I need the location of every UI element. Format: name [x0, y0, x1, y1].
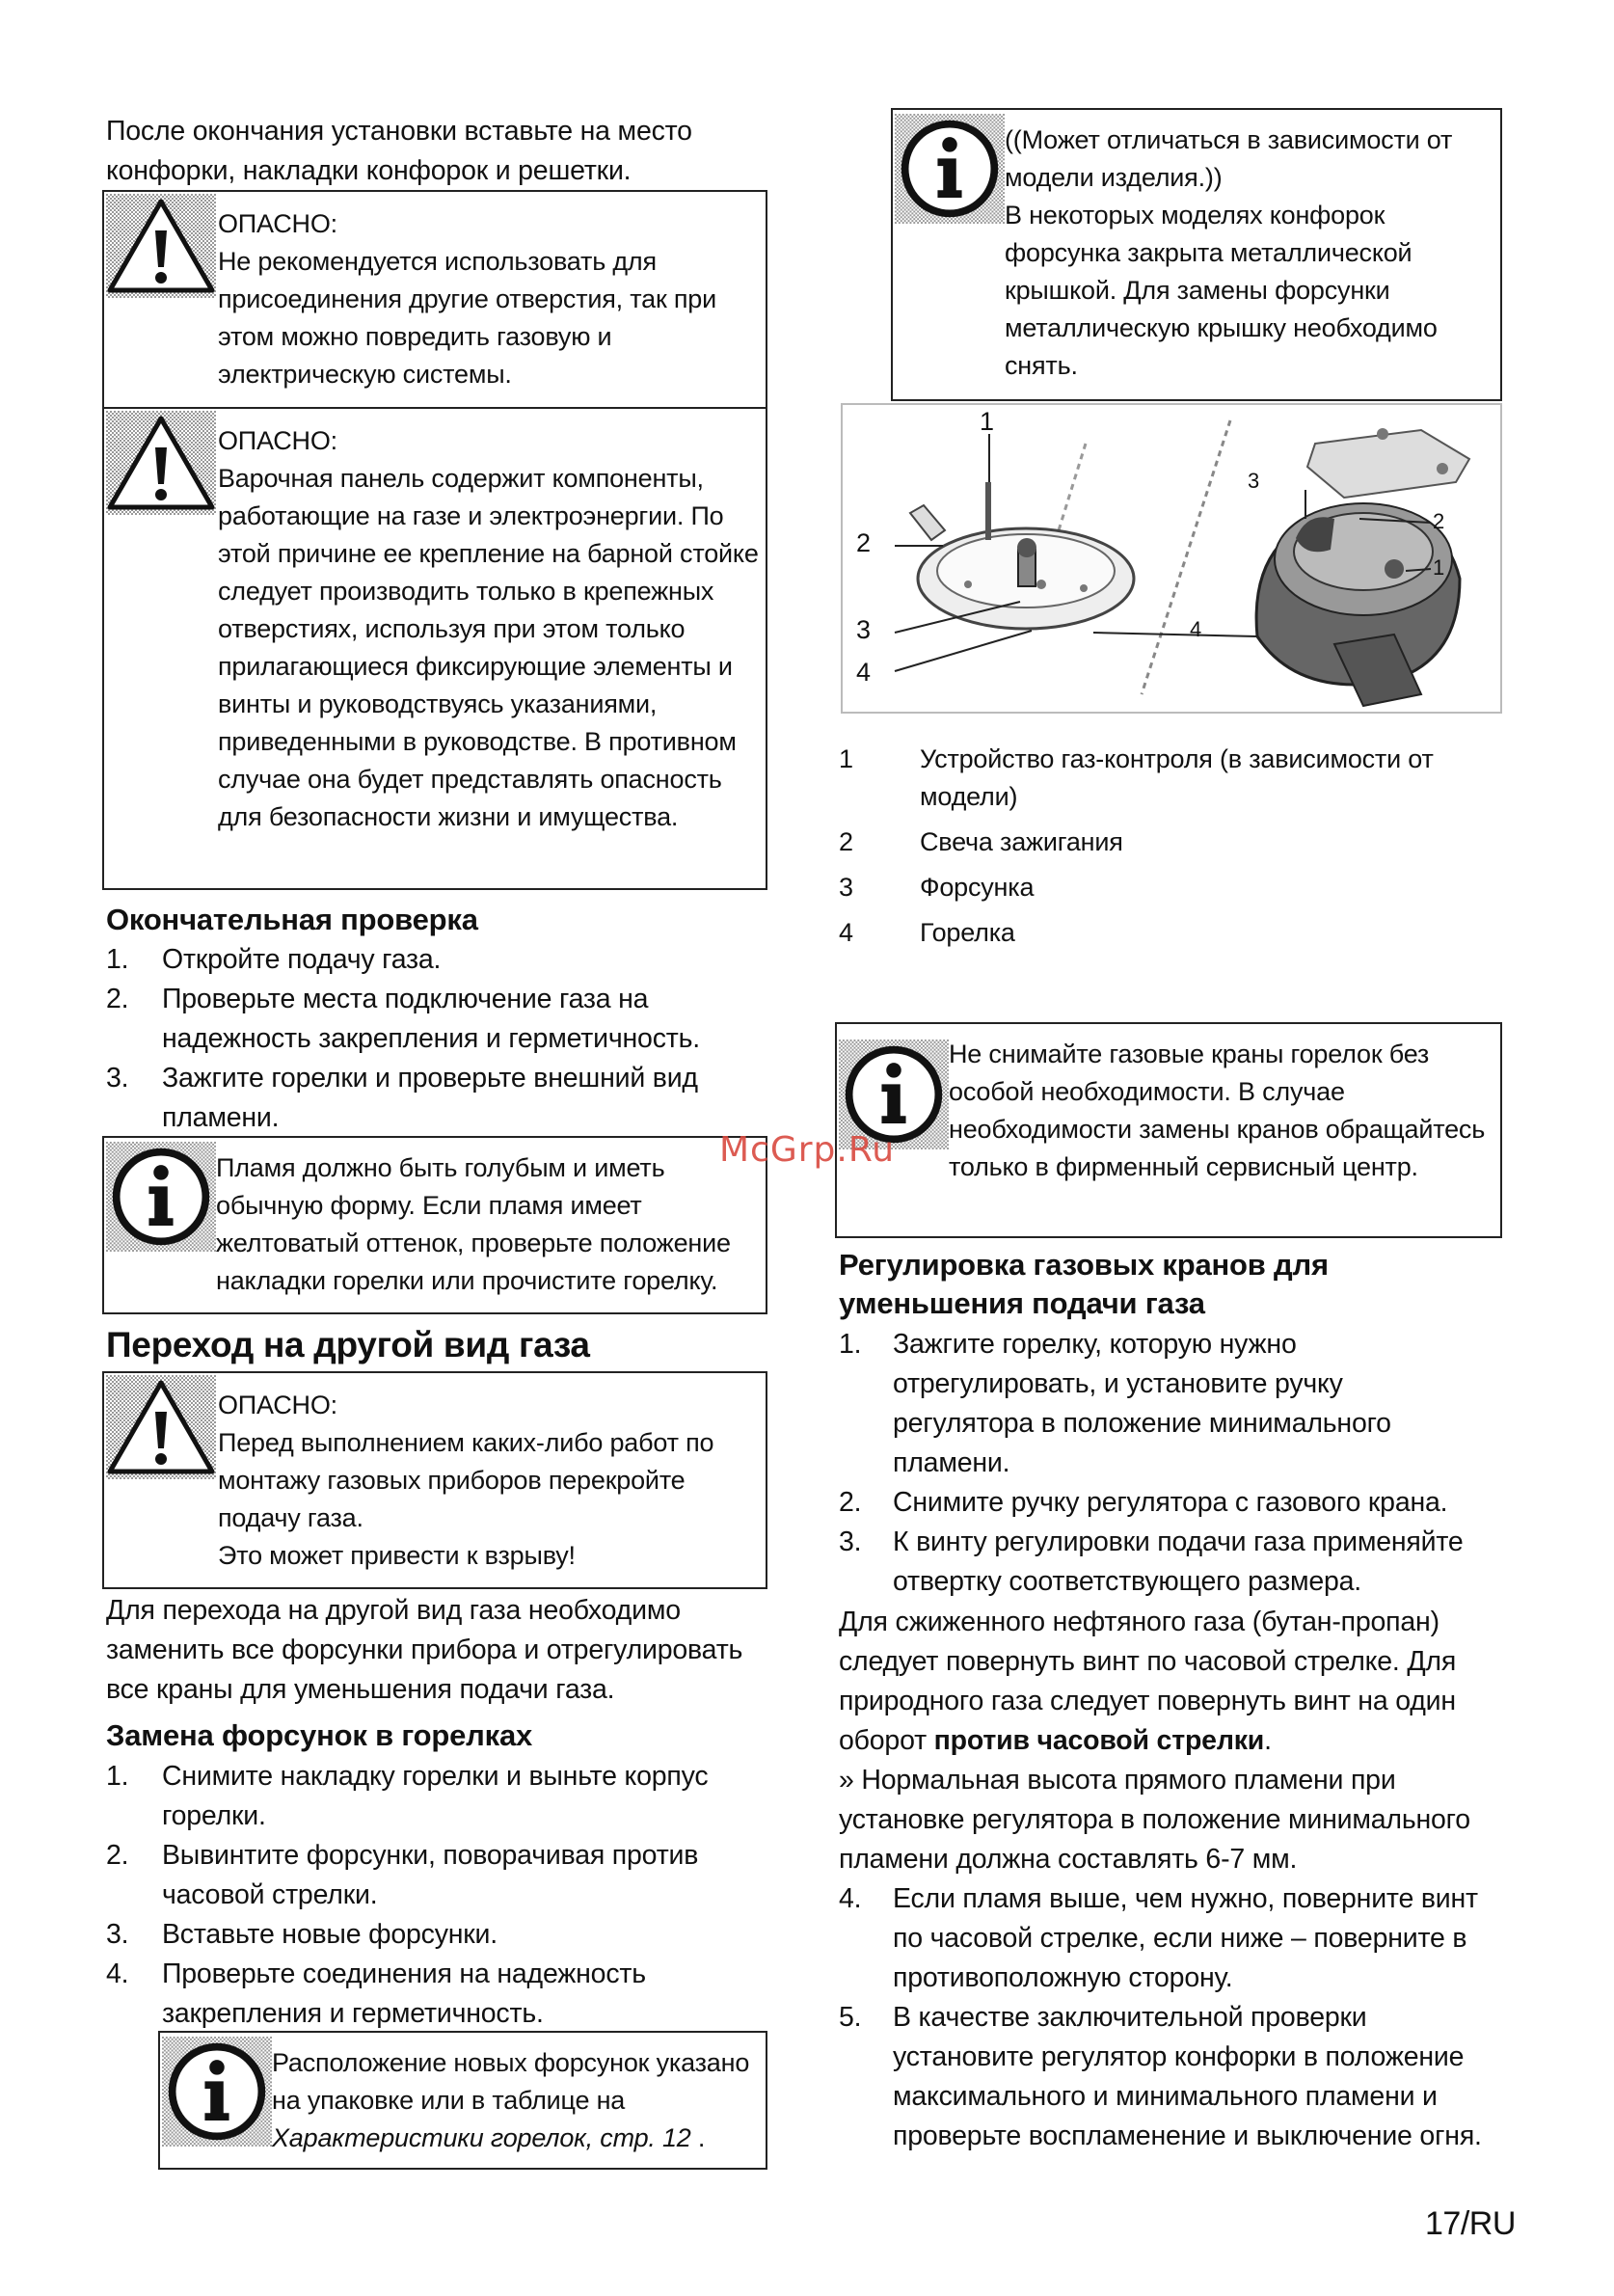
warning-icon [106, 411, 216, 515]
callout-label: 2 [856, 528, 871, 557]
cross-reference-link[interactable]: Характеристики горелок, стр. 12 [272, 2123, 691, 2152]
callout-label: 2 [1433, 509, 1445, 533]
final-check-heading: Окончательная проверка [106, 903, 478, 936]
info-icon [162, 2035, 272, 2148]
list-item: 3. Вставьте новые форсунки. [106, 1919, 498, 1950]
list-item: 4. Если пламя выше, чем нужно, поверните винт по часовой стрелке, если ниже – поверните в противоположную сторону. [839, 1883, 1478, 1993]
list-item: 3. К винту регулировки подачи газа применяйте отвертку соответствующего размера. [839, 1526, 1464, 1597]
list-item: 1. Зажгите горелку, которую нужно отрегулировать, и установите ручку регулятора в положение минимального пламени. [839, 1329, 1391, 1478]
callout-label: 3 [856, 615, 871, 644]
info-text: Пламя должно быть голубым и иметь обычную форму. Если пламя имеет желтоватый оттенок, проверьте положение накладки горелки или прочистите горелку. [216, 1153, 731, 1295]
warning-text: Не рекомендуется использовать для присоединения другие отверстия, так при этом можно повредить газовую и электрическую системы. [218, 247, 716, 389]
info-icon [106, 1140, 216, 1254]
conversion-text: Для перехода на другой вид газа необходимо заменить все форсунки прибора и отрегулировать все краны для уменьшения подачи газа. [106, 1595, 743, 1705]
warning-text: Перед выполнением каких-либо работ по монтажу газовых приборов перекройте подачу газа. [218, 1428, 714, 1532]
info-text: Не снимайте газовые краны горелок без особой необходимости. В случае необходимости замены кранов обращайтесь только в фирменный сервисный центр. [949, 1040, 1486, 1181]
list-item: 1. Снимите накладку горелки и выньте корпус горелки. [106, 1761, 709, 1831]
info-box-flame [102, 1136, 767, 1314]
legend-item: 1 Устройство газ-контроля (в зависимости от модели) [839, 744, 1434, 811]
callout-label: 4 [1190, 617, 1202, 641]
info-box-injectors: Расположение новых форсунок указано на упаковке или в таблице на Характеристики горелок, стр. 12 . [158, 2031, 767, 2170]
warning-icon [106, 194, 216, 298]
injectors-heading: Замена форсунок в горелках [106, 1718, 533, 1752]
list-item: 3. Зажгите горелки и проверьте внешний вид пламени. [106, 1063, 698, 1133]
info-box-taps [835, 1022, 1502, 1238]
legend-item: 2 Свеча зажигания [839, 827, 1123, 856]
list-item: 2. Проверьте места подключение газа на надежность закрепления и герметичность. [106, 984, 700, 1054]
warning-text-2: Это может привести к взрыву! [218, 1541, 576, 1570]
info-box-cover [891, 108, 1502, 401]
list-item: 2. Снимите ручку регулятора с газового крана. [839, 1487, 1448, 1518]
burner-figure [841, 403, 1502, 714]
info-text: Расположение новых форсунок указано на упаковке или в таблице на [272, 2048, 750, 2115]
callout-label: 1 [980, 407, 994, 436]
list-item: 2. Вывинтите форсунки, поворачивая против часовой стрелки. [106, 1840, 699, 1910]
legend-item: 3 Форсунка [839, 873, 1035, 902]
warning-box-3 [102, 1371, 767, 1589]
list-item: 1. Откройте подачу газа. [106, 944, 442, 975]
callout-label: 4 [856, 658, 871, 687]
page-number: 17/RU [1425, 2205, 1516, 2242]
warning-icon [106, 1375, 216, 1479]
list-item: 4. Проверьте соединения на надежность закрепления и герметичность. [106, 1958, 646, 2029]
adjust-heading: Регулировка газовых кранов для уменьшения подачи газа [839, 1248, 1329, 1320]
intro-text: После окончания установки вставьте на место конфорки, накладки конфорок и решетки. [106, 116, 692, 186]
adjust-paragraph: Для сжиженного нефтяного газа (бутан-пропан) следует повернуть винт по часовой стрелке. Для природного газа следует повернуть винт на один оборот против часовой стрелки. [839, 1607, 1457, 1756]
info-text: ((Может отличаться в зависимости от модели изделия.)) [1005, 125, 1453, 192]
warning-box-2 [102, 407, 767, 890]
info-text-2: В некоторых моделях конфорок форсунка закрыта металлической крышкой. Для замены форсунки металлическую крышку необходимо снять. [1005, 201, 1438, 380]
warning-text: Варочная панель содержит компоненты, работающие на газе и электроэнергии. По этой причине ее крепление на барной стойке следует производить только в крепежных отверстиях, используя при этом только прилагающиеся фиксирующие элементы и винты и руководствуясь указаниями, приведенными в руководстве. В противном случае она будет представлять опасность для безопасности жизни и имущества. [218, 464, 759, 831]
section-title: Переход на другой вид газа [106, 1325, 590, 1364]
warning-box-1 [102, 190, 767, 409]
warning-title: ОПАСНО: [218, 209, 337, 238]
info-icon [895, 112, 1005, 226]
list-item: 5. В качестве заключительной проверки установите регулятор конфорки в положение максимального и минимального пламени и проверьте воспламенение и выключение огня. [839, 2002, 1482, 2151]
warning-title: ОПАСНО: [218, 1391, 337, 1419]
flame-height-note: » Нормальная высота прямого пламени при установке регулятора в положение минимального пламени должна составлять 6-7 мм. [839, 1765, 1470, 1875]
watermark: McGrp.Ru [719, 1130, 896, 1170]
callout-label: 1 [1433, 555, 1445, 580]
warning-title: ОПАСНО: [218, 426, 337, 455]
legend-item: 4 Горелка [839, 918, 1015, 947]
callout-label: 3 [1248, 469, 1260, 493]
